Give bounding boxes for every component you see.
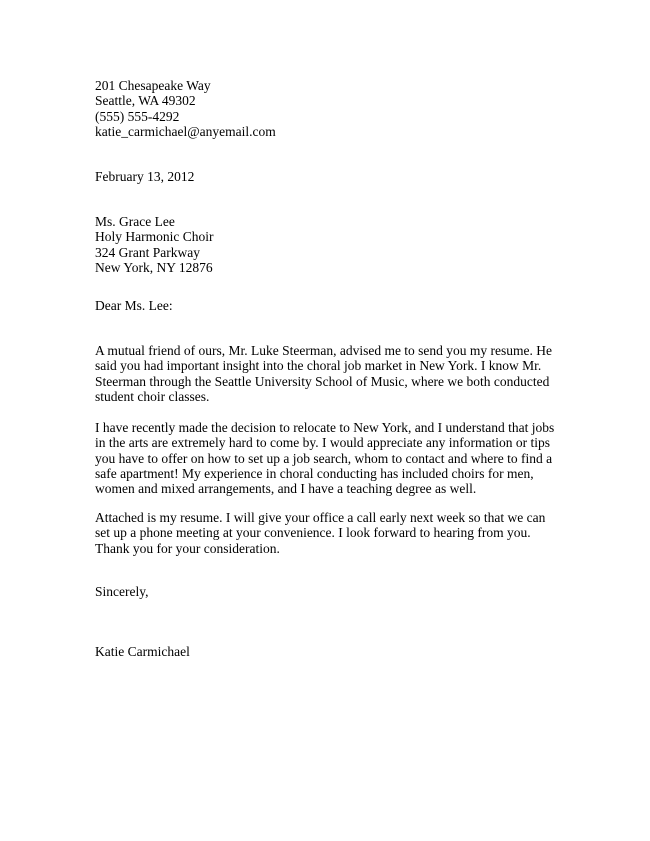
recipient-address-line1: 324 Grant Parkway (95, 244, 200, 260)
body-paragraph-1: A mutual friend of ours, Mr. Luke Steerman, advised me to send you my resume. He said you had important insight into the choral job market in New York. I know Mr. Steerman through the Seattle University School of Music, where we both conducted student choir classes. (95, 343, 553, 405)
salutation: Dear Ms. Lee: (95, 297, 173, 313)
body-paragraph-2: I have recently made the decision to relocate to New York, and I understand that jobs in the arts are extremely hard to come by. I would appreciate any information or tips you have to offer on how to set up a job search, whom to contact and where to find a safe apartment! My experience in choral conducting has included choirs for men, women and mixed arrangements, and I have a teaching degree as well. (95, 419, 555, 497)
recipient-name: Ms. Grace Lee (95, 214, 175, 230)
sender-address-block (95, 78, 557, 140)
sender-address-line1: 201 Chesapeake Way (95, 78, 211, 93)
recipient-address-block (95, 214, 557, 276)
body-paragraph-3: Attached is my resume. I will give your office a call early next week so that we can set up a phone meeting at your convenience. I look forward to hearing from you. Thank you for your consideration. (95, 509, 546, 556)
recipient-address-line2: New York, NY 12876 (95, 260, 213, 276)
letter-date: February 13, 2012 (95, 168, 195, 184)
sender-phone: (555) 555-4292 (95, 108, 180, 124)
closing: Sincerely, (95, 583, 149, 599)
sender-email: katie_carmichael@anyemail.com (95, 124, 276, 140)
sender-address-line2: Seattle, WA 49302 (95, 93, 196, 109)
signature-name: Katie Carmichael (95, 644, 190, 660)
recipient-organization: Holy Harmonic Choir (95, 229, 214, 245)
